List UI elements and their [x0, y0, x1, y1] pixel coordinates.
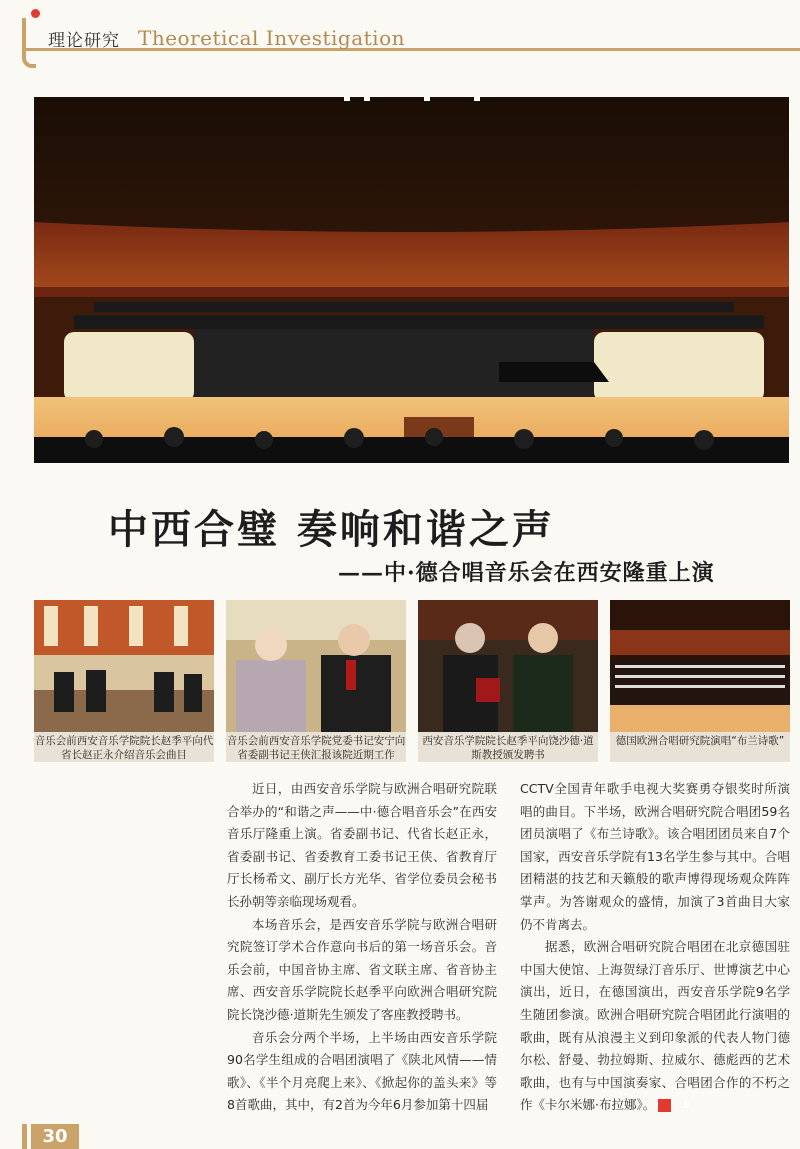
paragraph: 近日，由西安音乐学院与欧洲合唱研究院联合举办的“和谐之声——中·德合唱音乐会”在西安音乐厅隆重上演。省委副书记、代省长赵正永，省委副书记、省委教育工委书记王侠、省教育厅厅长杨希文、副厅长方光华、省学位委员会秘书长孙朝等亲临现场观看。 [227, 781, 497, 909]
body-column-right [520, 778, 790, 1117]
section-title-cn: 理论研究 [48, 31, 120, 51]
header-bracket-curve [22, 50, 36, 68]
article-title: 中西合璧 奏响和谐之声 [108, 506, 555, 553]
caption-2: 音乐会前西安音乐学院党委书记安宁向省委副书记王侠汇报该院近期工作 [226, 732, 406, 762]
page-number: 30 [31, 1124, 79, 1149]
article-subtitle: ——中·德合唱音乐会在西安隆重上演 [338, 560, 715, 586]
body-column-left [227, 778, 497, 1117]
paragraph: CCTV全国青年歌手电视大奖赛勇夺银奖时所演唱的曲目。下半场，欧洲合唱研究院合唱团59名团员演唱了《布兰诗歌》。该合唱团团员来自7个国家，西安音乐学院有13名学生参与其中。合唱团精湛的技艺和天籁般的歌声博得现场观众阵阵掌声。为答谢观众的盛情，加演了3首曲目大家仍不肯离去。 [520, 781, 790, 932]
paragraph: 音乐会分两个半场，上半场由西安音乐学院90名学生组成的合唱团演唱了《陕北风情——情歌》、《半个月亮爬上来》、《掀起你的盖头来》等8首歌曲，其中，有2首为今年6月参加第十四届 [227, 1029, 497, 1113]
photo-choir [610, 600, 790, 732]
page-number-bar [22, 1124, 27, 1149]
paragraph-text: 据悉，欧洲合唱研究院合唱团在北京德国驻中国大使馆、上海贺绿汀音乐厅、世博演艺中心演出，近日，在德国演出，西安音乐学院9名学生随团参演。欧洲合唱研究院合唱团此行演唱的歌曲，既有从浪漫主义到印象派的代表人物门德尔松、舒曼、勃拉姆斯、拉威尔、德彪西的艺术歌曲，也有与中国演奏家、合唱团合作的不朽之作《卡尔米娜·布拉娜》。 [520, 939, 790, 1113]
paragraph: 本场音乐会，是西安音乐学院与欧洲合唱研究院签订学术合作意向书后的第一场音乐会。音乐会前，中国音协主席、省文联主席、省音协主席、西安音乐学院院长赵季平向欧洲合唱研究院院长饶沙德·道斯先生颁发了客座教授聘书。 [227, 916, 497, 1022]
concert-photo [34, 97, 789, 463]
caption-4: 德国欧洲合唱研究院演唱“布兰诗歌” [610, 732, 790, 762]
header-dot [31, 9, 40, 18]
caption-3: 西安音乐学院院长赵季平向饶沙德·道斯教授颁发聘书 [418, 732, 598, 762]
paragraph [520, 936, 790, 1117]
end-mark-icon: E [658, 1099, 671, 1112]
photo-meeting-1 [34, 600, 214, 732]
section-title-en: Theoretical Investigation [138, 26, 406, 50]
photo-meeting-2 [226, 600, 406, 732]
photo-award [418, 600, 598, 732]
header-bracket [22, 18, 26, 52]
caption-1: 音乐会前西安音乐学院院长赵季平向代省长赵正永介绍音乐会曲目 [34, 732, 214, 762]
